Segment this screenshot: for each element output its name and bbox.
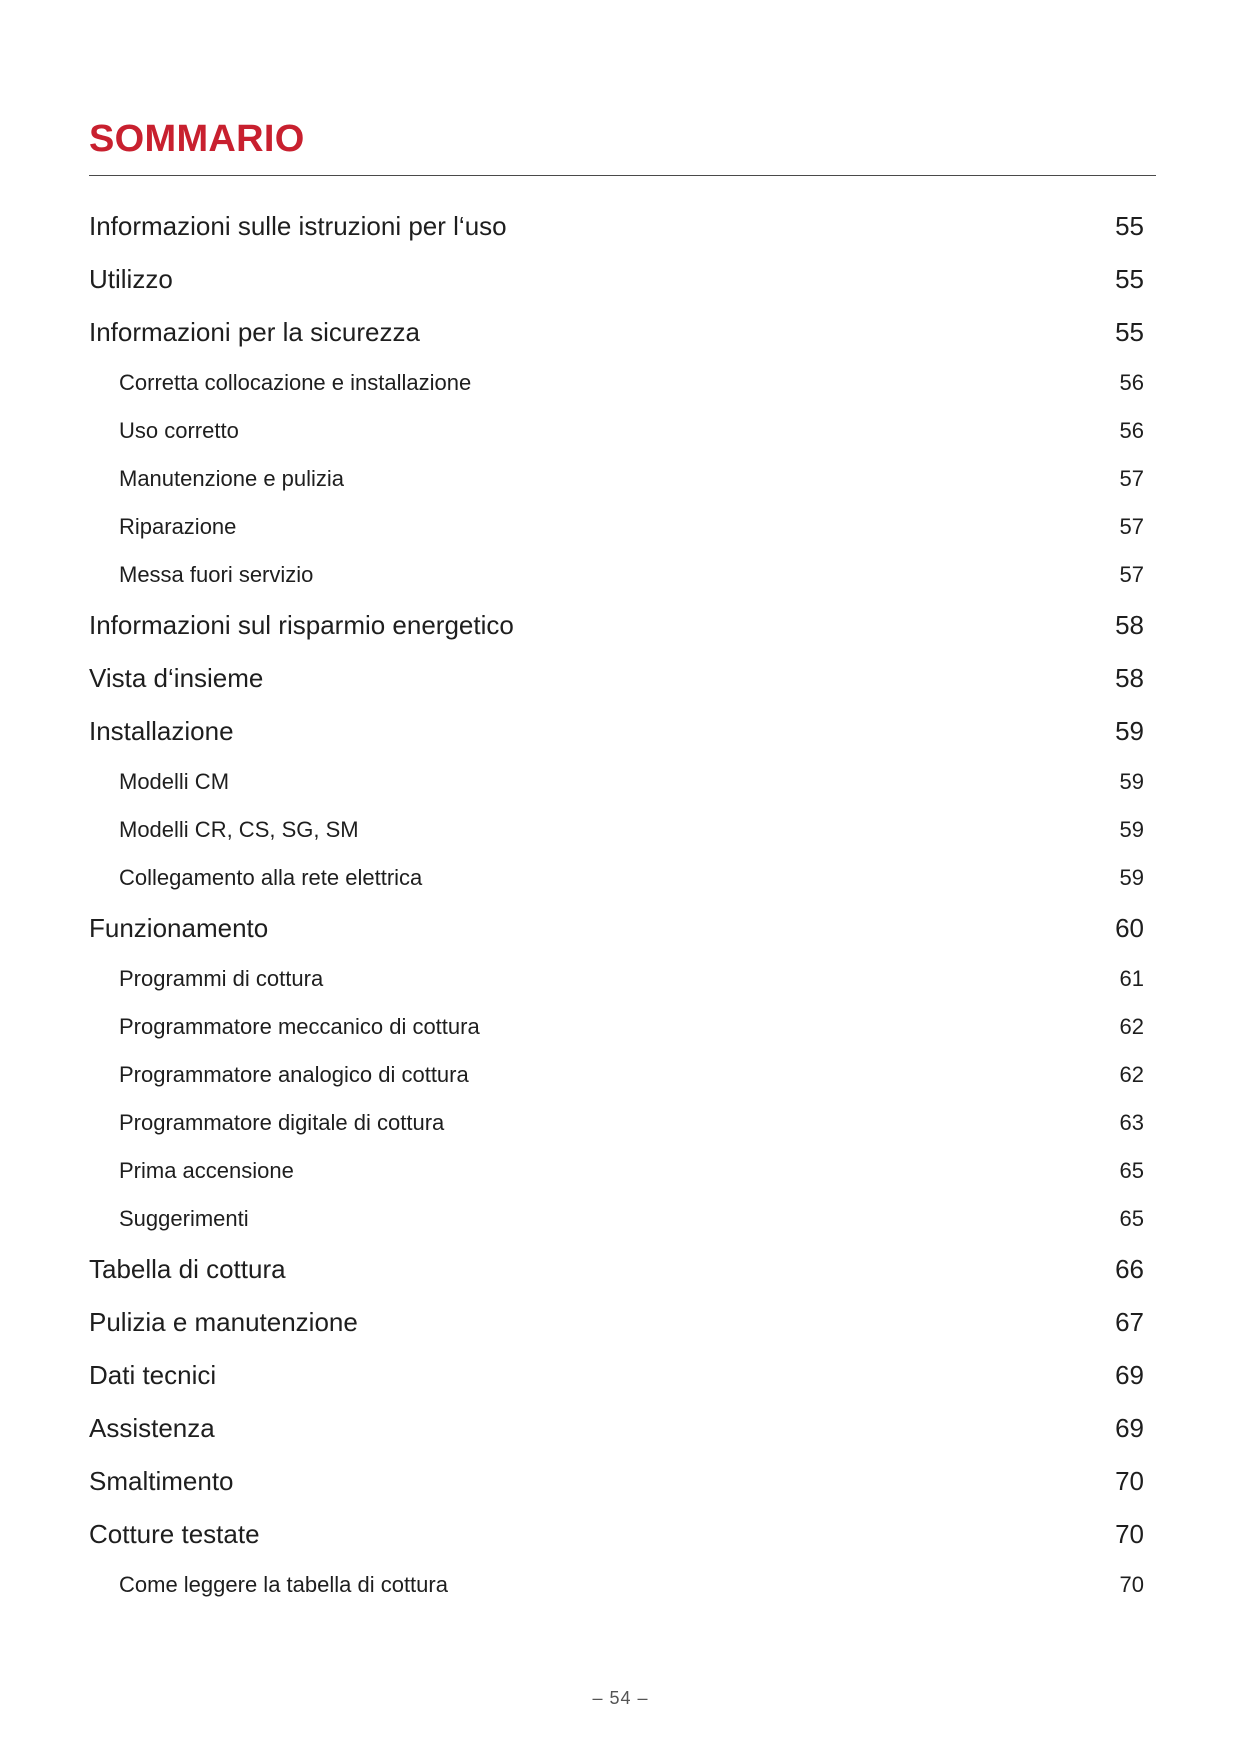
toc-entry[interactable] bbox=[89, 1349, 1144, 1402]
title-divider bbox=[89, 175, 1156, 176]
toc-entry-label: Tabella di cottura bbox=[89, 1254, 286, 1284]
toc-entry-label: Informazioni sulle istruzioni per l‘uso bbox=[89, 211, 507, 241]
toc-subentry[interactable] bbox=[89, 758, 1144, 806]
toc-subentry-label: Messa fuori servizio bbox=[119, 562, 314, 587]
toc-subentry-label: Programmatore digitale di cottura bbox=[119, 1110, 445, 1135]
toc-subentry-label: Corretta collocazione e installazione bbox=[119, 370, 472, 395]
page-title: SOMMARIO bbox=[89, 118, 305, 160]
toc-entry-label: Funzionamento bbox=[89, 913, 269, 943]
toc-subentry-page: 57 bbox=[1119, 562, 1144, 587]
toc-subentry-label: Riparazione bbox=[119, 514, 237, 539]
toc-subentry[interactable] bbox=[89, 1147, 1144, 1195]
toc-entry[interactable] bbox=[89, 705, 1144, 758]
toc-subentry-page: 56 bbox=[1119, 418, 1144, 443]
toc-subentry-label: Programmi di cottura bbox=[119, 966, 324, 991]
toc-entry-label: Cotture testate bbox=[89, 1519, 260, 1549]
toc-entry[interactable] bbox=[89, 1243, 1144, 1296]
toc-subentry-page: 65 bbox=[1119, 1206, 1144, 1231]
toc-subentry[interactable] bbox=[89, 1561, 1144, 1609]
toc-entry-page: 60 bbox=[1115, 913, 1144, 943]
toc-subentry-label: Manutenzione e pulizia bbox=[119, 466, 345, 491]
toc-subentry-label: Programmatore analogico di cottura bbox=[119, 1062, 469, 1087]
toc-subentry-label: Suggerimenti bbox=[119, 1206, 249, 1231]
toc-subentry-page: 56 bbox=[1119, 370, 1144, 395]
toc-entry[interactable] bbox=[89, 1296, 1144, 1349]
toc-subentry-label: Programmatore meccanico di cottura bbox=[119, 1014, 480, 1039]
toc-subentry-page: 59 bbox=[1119, 817, 1144, 842]
page-number: – 54 – bbox=[592, 1688, 649, 1708]
toc-subentry-label: Modelli CM bbox=[119, 769, 230, 794]
table-of-contents bbox=[89, 200, 1144, 1609]
toc-subentry-page: 63 bbox=[1119, 1110, 1144, 1135]
toc-subentry-page: 59 bbox=[1119, 865, 1144, 890]
toc-subentry[interactable] bbox=[89, 551, 1144, 599]
toc-entry-label: Assistenza bbox=[89, 1413, 215, 1443]
toc-entry[interactable] bbox=[89, 253, 1144, 306]
toc-entry-page: 55 bbox=[1115, 264, 1144, 294]
toc-subentry[interactable] bbox=[89, 1099, 1144, 1147]
toc-subentry[interactable] bbox=[89, 455, 1144, 503]
toc-subentry[interactable] bbox=[89, 806, 1144, 854]
toc-entry-page: 58 bbox=[1115, 610, 1144, 640]
toc-entry[interactable] bbox=[89, 1455, 1144, 1508]
toc-entry[interactable] bbox=[89, 902, 1144, 955]
toc-entry[interactable] bbox=[89, 599, 1144, 652]
toc-entry[interactable] bbox=[89, 1402, 1144, 1455]
toc-entry[interactable] bbox=[89, 1508, 1144, 1561]
toc-entry-page: 59 bbox=[1115, 716, 1144, 746]
toc-entry[interactable] bbox=[89, 200, 1144, 253]
toc-entry-label: Vista d‘insieme bbox=[89, 663, 264, 693]
toc-entry[interactable] bbox=[89, 306, 1144, 359]
toc-subentry-label: Prima accensione bbox=[119, 1158, 294, 1183]
toc-subentry-label: Come leggere la tabella di cottura bbox=[119, 1572, 448, 1597]
toc-entry-label: Dati tecnici bbox=[89, 1360, 217, 1390]
toc-subentry[interactable] bbox=[89, 1003, 1144, 1051]
toc-subentry[interactable] bbox=[89, 955, 1144, 1003]
toc-entry-page: 55 bbox=[1115, 317, 1144, 347]
toc-subentry[interactable] bbox=[89, 407, 1144, 455]
toc-entry-page: 70 bbox=[1115, 1466, 1144, 1496]
toc-subentry[interactable] bbox=[89, 503, 1144, 551]
toc-subentry-page: 61 bbox=[1119, 966, 1144, 991]
toc-entry[interactable] bbox=[89, 652, 1144, 705]
toc-subentry[interactable] bbox=[89, 1051, 1144, 1099]
toc-entry-page: 69 bbox=[1115, 1360, 1144, 1390]
toc-subentry-page: 57 bbox=[1119, 514, 1144, 539]
toc-subentry-page: 62 bbox=[1119, 1014, 1144, 1039]
toc-entry-page: 67 bbox=[1115, 1307, 1144, 1337]
toc-subentry-page: 62 bbox=[1119, 1062, 1144, 1087]
toc-entry-page: 66 bbox=[1115, 1254, 1144, 1284]
toc-subentry-page: 57 bbox=[1119, 466, 1144, 491]
toc-entry-label: Smaltimento bbox=[89, 1466, 234, 1496]
toc-subentry[interactable] bbox=[89, 854, 1144, 902]
toc-subentry-page: 70 bbox=[1119, 1572, 1144, 1597]
toc-entry-label: Utilizzo bbox=[89, 264, 173, 294]
toc-subentry-page: 59 bbox=[1119, 769, 1144, 794]
toc-entry-page: 58 bbox=[1115, 663, 1144, 693]
toc-entry-page: 69 bbox=[1115, 1413, 1144, 1443]
toc-subentry-label: Modelli CR, CS, SG, SM bbox=[119, 817, 359, 842]
toc-entry-label: Installazione bbox=[89, 716, 234, 746]
toc-subentry-label: Collegamento alla rete elettrica bbox=[119, 865, 423, 890]
toc-subentry-label: Uso corretto bbox=[119, 418, 239, 443]
toc-entry-label: Pulizia e manutenzione bbox=[89, 1307, 358, 1337]
toc-entry-page: 55 bbox=[1115, 211, 1144, 241]
toc-subentry[interactable] bbox=[89, 359, 1144, 407]
toc-subentry[interactable] bbox=[89, 1195, 1144, 1243]
toc-entry-label: Informazioni sul risparmio energetico bbox=[89, 610, 514, 640]
toc-entry-label: Informazioni per la sicurezza bbox=[89, 317, 420, 347]
toc-subentry-page: 65 bbox=[1119, 1158, 1144, 1183]
toc-entry-page: 70 bbox=[1115, 1519, 1144, 1549]
